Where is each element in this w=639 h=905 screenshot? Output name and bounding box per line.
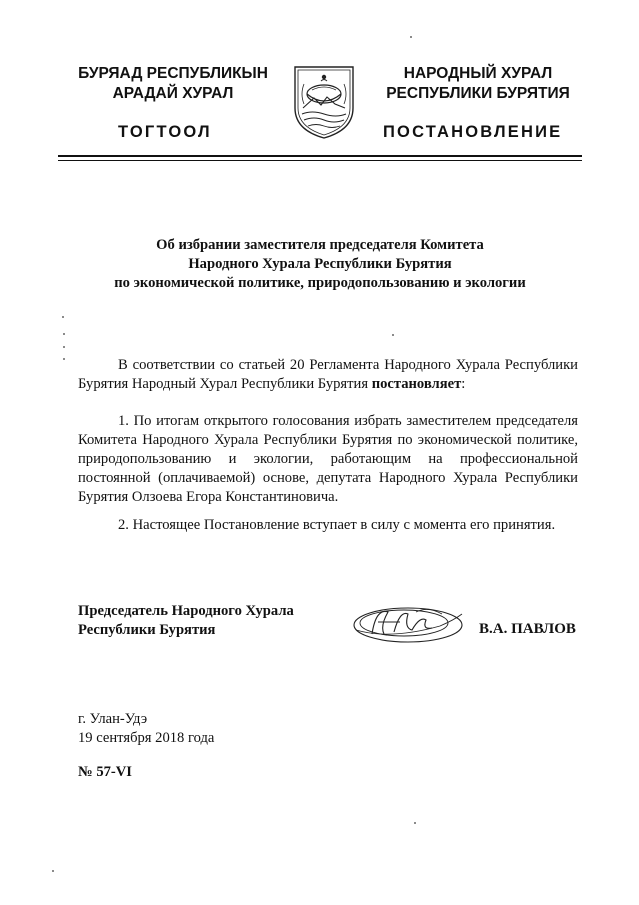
signatory-position-line2: Республики Бурятия	[78, 622, 216, 638]
scan-speck	[410, 36, 412, 38]
handwritten-signature-icon	[350, 600, 468, 648]
preamble-paragraph	[78, 356, 578, 394]
city: г. Улан-Удэ	[78, 711, 148, 727]
margin-mark	[63, 346, 65, 348]
margin-mark	[63, 358, 65, 360]
date: 19 сентября 2018 года	[78, 730, 215, 746]
margin-mark	[63, 333, 65, 335]
margin-mark	[62, 316, 64, 318]
header-right-line1: НАРОДНЫЙ ХУРАЛ	[403, 65, 553, 82]
document-footer	[78, 710, 214, 748]
signatory-position	[78, 602, 294, 640]
document-number: № 57-VI	[78, 764, 132, 780]
signatory-name: В.А. ПАВЛОВ	[479, 621, 576, 637]
title-line1: Об избрании заместителя председателя Комитета	[156, 237, 484, 253]
preamble-keyword: постановляет	[371, 376, 462, 392]
preamble-end: :	[461, 376, 466, 392]
header-left-line1: БУРЯАД РЕСПУБЛИКЫН	[78, 65, 268, 82]
header-rule-thick	[58, 155, 582, 157]
header-rule-thin	[58, 160, 582, 161]
header-right-doc-type: ПОСТАНОВЛЕНИЕ	[383, 123, 563, 141]
header-left-org	[58, 64, 288, 104]
buryatia-coat-of-arms-icon	[292, 64, 356, 140]
scan-speck	[52, 870, 54, 872]
header-left-doc-type: ТОГТООЛ	[118, 123, 212, 141]
title-line3: по экономической политике, природопользованию и экологии	[114, 275, 526, 291]
preamble-text: В соответствии со статьей 20 Регламента Народного Хурала Республики Бурятия Народный Хурал Республики Бурятия	[78, 357, 578, 392]
document-title	[70, 236, 570, 293]
scan-speck	[414, 822, 416, 824]
header-right-org	[362, 64, 594, 104]
resolution-item-1: 1. По итогам открытого голосования избрать заместителем председателя Комитета Народного Хурала Республики Бурятия по экономической политике, природопользованию и экологии, работающим на профессиональной постоянной (оплачиваемой) основе, депутата Народного Хурала Республики Бурятия Олзоева Егора Константиновича.	[78, 413, 578, 505]
scan-speck	[392, 334, 394, 336]
header-right-line2: РЕСПУБЛИКИ БУРЯТИЯ	[386, 85, 570, 102]
header-left-line2: АРАДАЙ ХУРАЛ	[112, 85, 234, 102]
signatory-position-line1: Председатель Народного Хурала	[78, 603, 294, 619]
resolution-item-2: 2. Настоящее Постановление вступает в силу с момента его принятия.	[118, 517, 556, 533]
title-line2: Народного Хурала Республики Бурятия	[188, 256, 452, 272]
